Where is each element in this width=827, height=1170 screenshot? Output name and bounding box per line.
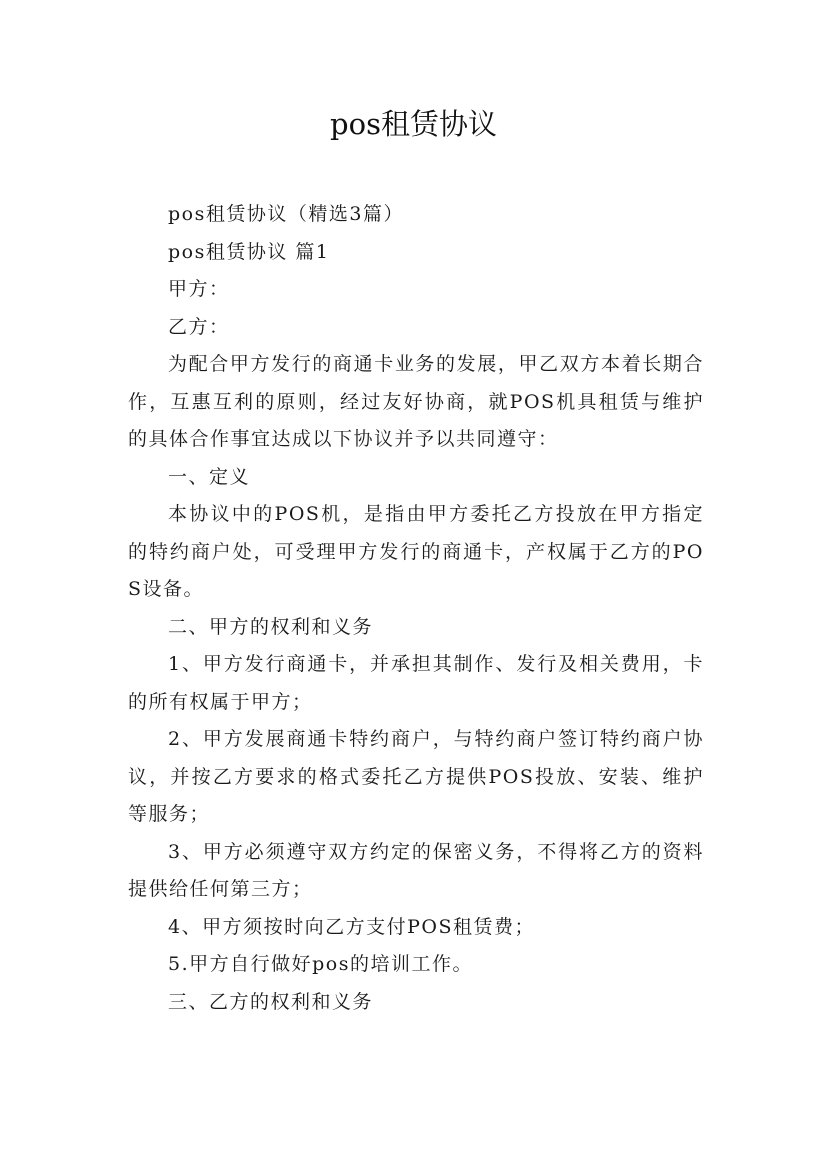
clause-item: 2、甲方发展商通卡特约商户，与特约商户签订特约商户协议，并按乙方要求的格式委托乙方提供POS投放、安装、维护等服务； [128, 728, 704, 825]
section-heading: pos租赁协议 篇1 [168, 240, 330, 263]
document-title: pos租赁协议 [330, 107, 497, 141]
party-a-label: 甲方： [168, 278, 230, 300]
section-heading: 二、甲方的权利和义务 [168, 615, 374, 638]
clause-item: 5.甲方自行做好pos的培训工作。 [168, 953, 473, 975]
preamble-paragraph: 为配合甲方发行的商通卡业务的发展，甲乙双方本着长期合作，互惠互利的原则，经过友好协商，就POS机具租赁与维护的具体合作事宜达成以下协议并予以共同遵守： [128, 353, 704, 450]
clause-item: 3、甲方必须遵守双方约定的保密义务，不得将乙方的资料提供给任何第三方； [128, 840, 704, 900]
party-b-label: 乙方： [168, 315, 230, 338]
section-heading: 一、定义 [168, 465, 251, 488]
document-body [128, 196, 704, 1021]
clause-item: 4、甲方须按时向乙方支付POS租赁费； [168, 915, 535, 938]
body-paragraph: 本协议中的POS机，是指由甲方委托乙方投放在甲方指定的特约商户处，可受理甲方发行的商通卡，产权属于乙方的POS设备。 [128, 503, 704, 600]
clause-item: 1、甲方发行商通卡，并承担其制作、发行及相关费用，卡的所有权属于甲方； [128, 653, 704, 713]
subtitle-paragraph: pos租赁协议（精选3篇） [168, 203, 404, 225]
section-heading: 三、乙方的权利和义务 [168, 990, 374, 1013]
